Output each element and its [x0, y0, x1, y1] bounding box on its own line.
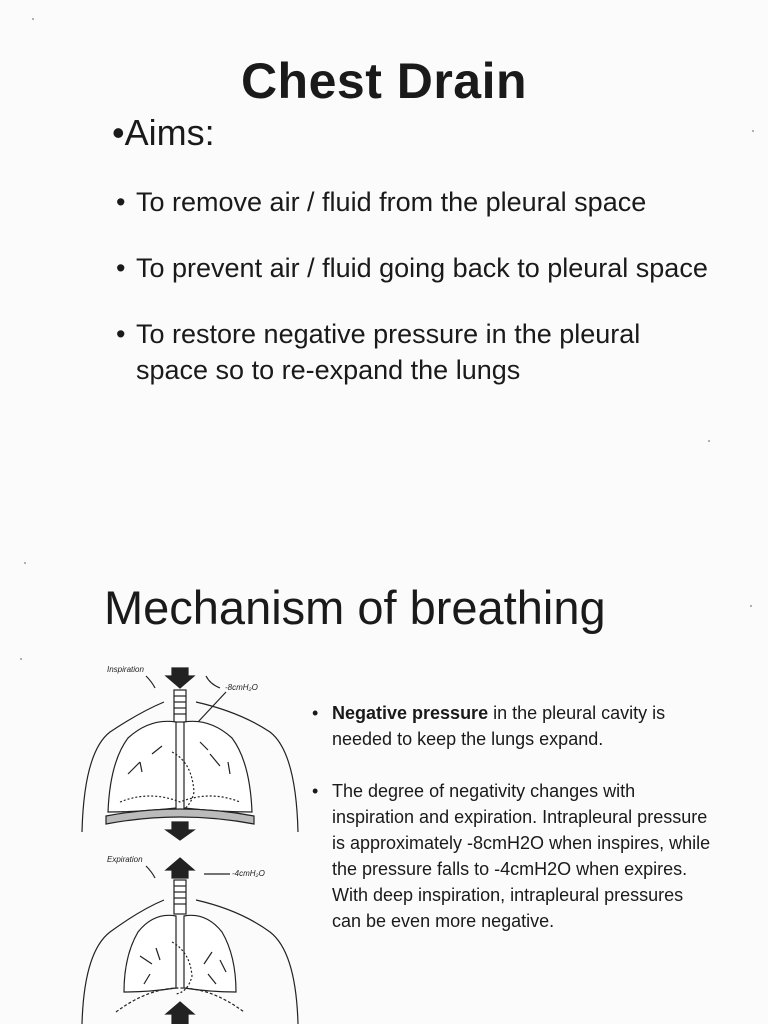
slide-mechanism-of-breathing [0, 512, 768, 1024]
aims-item-text: To prevent air / fluid going back to pleural space [136, 253, 708, 283]
mechanism-point-text: in the pleural cavity is needed to keep the lungs expand. [332, 703, 666, 749]
bullet-dot: • [116, 187, 126, 217]
slide-title-chest-drain: Chest Drain [240, 53, 528, 109]
scan-speck [20, 658, 22, 660]
negative-pressure-term: Negative pressure [332, 703, 489, 723]
aims-item-text: To restore negative pressure in the pleural space so to re-expand the lungs [136, 319, 641, 385]
scan-speck [32, 18, 34, 20]
bullet-dot: • [112, 112, 125, 153]
scan-speck [708, 440, 710, 442]
mechanism-point-text: The degree of negativity changes with inspiration and expiration. Intrapleural pressure is approximately -8cmH2O when inspires, while the pressure falls to -4cmH2O when expires. With deep inspiration, intrapleural pressures can be even more negative. [332, 781, 711, 931]
bullet-dot: • [312, 781, 319, 801]
aims-item [116, 250, 716, 286]
slide-title-mechanism: Mechanism of breathing [104, 581, 606, 634]
aims-item [116, 316, 716, 388]
scan-speck [24, 562, 26, 564]
mechanism-point [312, 778, 712, 934]
expiration-label: Expiration [107, 855, 143, 864]
expiration-lungs-figure [82, 855, 298, 1024]
inspiration-label: Inspiration [107, 665, 144, 674]
aims-heading [112, 112, 215, 154]
mechanism-point [312, 700, 712, 752]
lungs-diagram [80, 662, 300, 1024]
scan-speck [750, 605, 752, 607]
inspiration-pressure-label: -8cmH₂O [225, 683, 258, 692]
expiration-pressure-label: -4cmH₂O [232, 869, 265, 878]
bullet-dot: • [116, 253, 126, 283]
inspiration-lungs-figure [82, 665, 298, 840]
aims-label: Aims: [124, 112, 215, 153]
aims-item-text: To remove air / fluid from the pleural space [136, 187, 647, 217]
aims-item [116, 184, 716, 220]
bullet-dot: • [116, 319, 126, 349]
aims-list [116, 184, 716, 418]
scan-speck [752, 130, 754, 132]
bullet-dot: • [312, 703, 319, 723]
mechanism-points [312, 700, 712, 960]
